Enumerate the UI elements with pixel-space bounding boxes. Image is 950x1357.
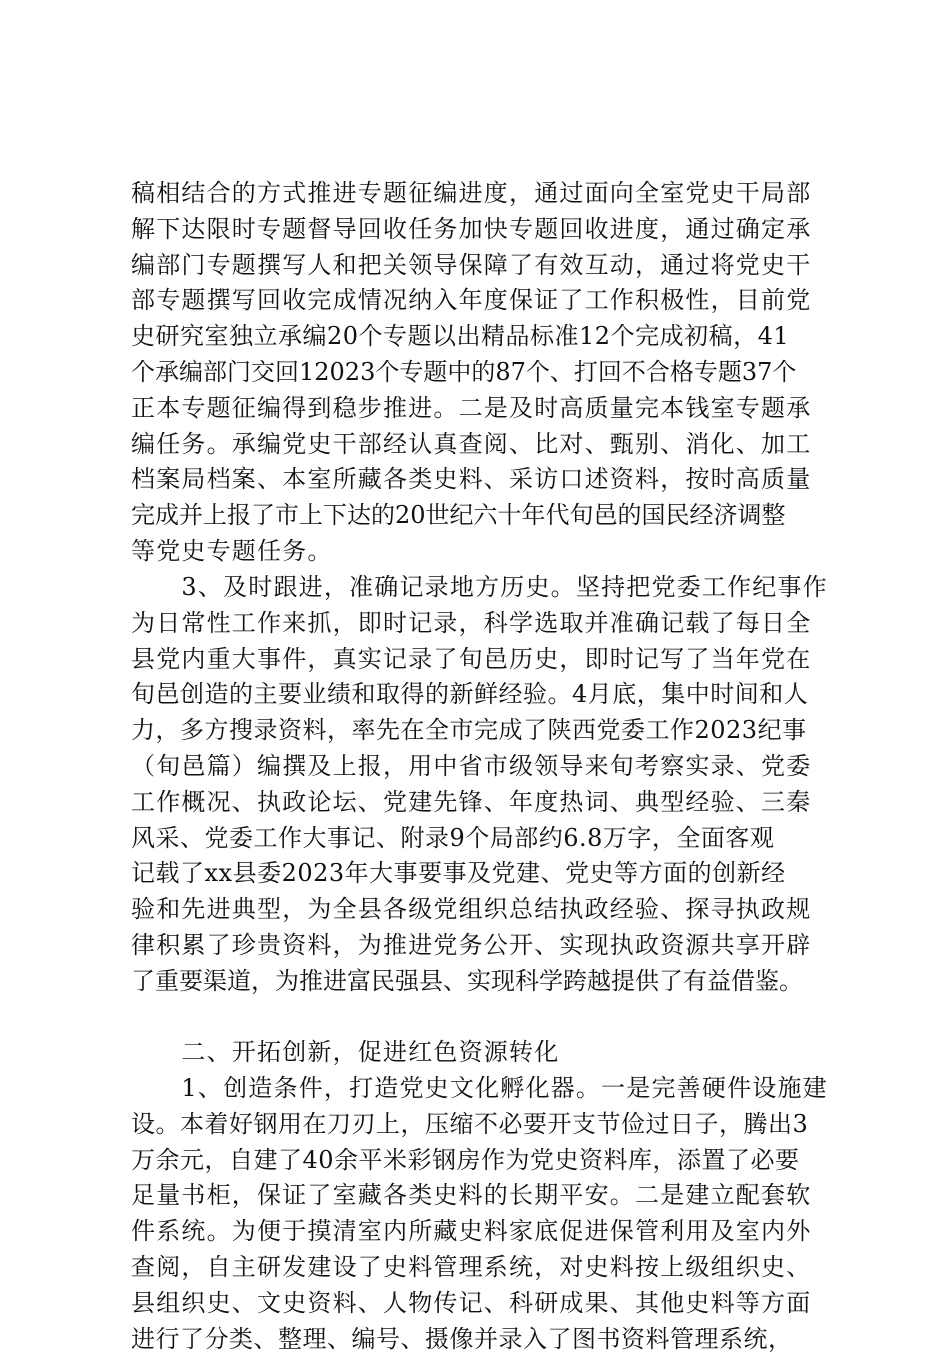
text-line: 等党史专题任务。: [131, 536, 333, 565]
section-2-heading: 二、开拓创新，促进红色资源转化: [131, 1038, 560, 1066]
text-line: 验和先进典型，为全县各级党组织总结执政经验、探寻执政规: [131, 895, 812, 924]
text-line: 部专题撰写回收完成情况纳入年度保证了工作积极性，目前党: [131, 286, 812, 315]
text-line: 了重要渠道，为推进富民强县、实现科学跨越提供了有益借鉴。: [131, 966, 803, 995]
text-line: 1、创造条件，打造党史文化孵化器。一是完善硬件设施建: [131, 1074, 828, 1102]
paragraph-section2-item1: [131, 1071, 851, 1357]
text-line: 旬邑创造的主要业绩和取得的新鲜经验。4月底，集中时间和人: [131, 680, 809, 709]
text-line: 个承编部门交回12023个专题中的87个、打回不合格专题37个: [131, 357, 797, 386]
text-line: 工作概况、执政论坛、党建先锋、年度热词、典型经验、三秦: [131, 787, 812, 816]
text-line: 县党内重大事件，真实记录了旬邑历史，即时记写了当年党在: [131, 644, 812, 673]
text-line: （旬邑篇）编撰及上报，用中省市级领导来旬考察实录、党委: [131, 751, 812, 780]
text-line: 档案局档案、本室所藏各类史料、采访口述资料，按时高质量: [131, 465, 812, 494]
text-line: 3、及时跟进，准确记录地方历史。坚持把党委工作纪事作: [131, 573, 828, 601]
text-line: 力，多方搜录资料，率先在全市完成了陕西党委工作2023纪事: [131, 716, 807, 745]
text-line: 史研究室独立承编20个专题以出精品标准12个完成初稿，41: [131, 322, 790, 351]
text-line: 县组织史、文史资料、人物传记、科研成果、其他史料等方面: [131, 1288, 812, 1317]
section-heading-2: [131, 1035, 851, 1071]
text-line: 律积累了珍贵资料，为推进党务公开、实现执政资源共享开辟: [131, 930, 812, 959]
paragraph-item-3: [131, 570, 851, 1000]
text-line: 万余元，自建了40余平米彩钢房作为党史资料库，添置了必要: [131, 1145, 800, 1174]
text-line: 完成并上报了市上下达的20世纪六十年代旬邑的国民经济调整: [131, 501, 786, 530]
text-line: 编任务。承编党史干部经认真查阅、比对、甄别、消化、加工: [131, 429, 812, 458]
text-line: 解下达限时专题督导回收任务加快专题回收进度，通过确定承: [131, 214, 812, 243]
text-line: 进行了分类、整理、编号、摄像并录入了图书资料管理系统，: [131, 1324, 793, 1353]
text-line: 足量书柜，保证了室藏各类史料的长期平安。二是建立配套软: [131, 1181, 812, 1210]
text-line: 设。本着好钢用在刀刃上，压缩不必要开支节俭过日子，腾出3: [131, 1109, 809, 1138]
text-line: 风采、党委工作大事记、附录9个局部约6.8万字，全面客观: [131, 823, 775, 852]
text-line: 正本专题征编得到稳步推进。二是及时高质量完本钱室专题承: [131, 393, 812, 422]
text-line: 件系统。为便于摸清室内所藏史料家底促进保管利用及室内外: [131, 1217, 812, 1246]
text-line: 查阅，自主研发建设了史料管理系统，对史料按上级组织史、: [131, 1252, 812, 1281]
text-line: 为日常性工作来抓，即时记录，科学选取并准确记载了每日全: [131, 608, 812, 637]
paragraph-section1-continued: [131, 176, 851, 570]
text-line: 记载了xx县委2023年大事要事及党建、党史等方面的创新经: [131, 859, 786, 888]
text-line: 稿相结合的方式推进专题征编进度，通过面向全室党史干局部: [131, 179, 812, 207]
text-line: 编部门专题撰写人和把关领导保障了有效互动，通过将党史干: [131, 250, 812, 279]
